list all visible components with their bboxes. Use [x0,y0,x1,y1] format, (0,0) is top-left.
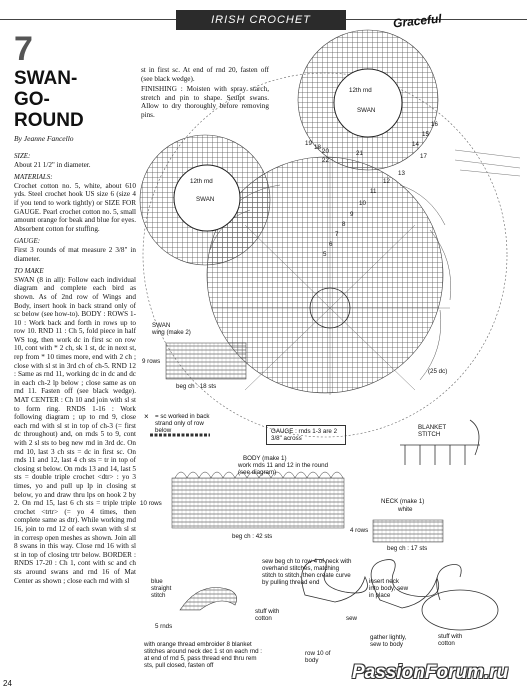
legend-text: = sc worked in back strand only of row below [155,413,210,434]
round-number: 21 [356,150,363,157]
round-number: 16 [431,121,438,128]
neck-subtitle: white [398,506,413,513]
neck-beg: beg ch : 17 sts [387,545,428,552]
round-number: 14 [412,141,419,148]
round-number: 20 [322,148,329,155]
section-banner: IRISH CROCHET [176,10,346,30]
round-number: 22 [322,157,329,164]
swan2-name-label: SWAN [196,196,215,203]
materials-heading: MATERIALS: [14,173,53,182]
neck-curve-piece [180,588,237,611]
body-title: BODY (make 1) [243,455,287,462]
insert-neck-label: insert neck into body, sew in place [369,578,409,599]
watermark: PassionForum.ru [352,662,509,683]
finishing-text: : Moisten with spray starch, stretch and pin to shape. Sculpt swans. Allow to dry thoroughly before removing pins. [141,85,269,119]
legend-symbol: × [144,412,149,421]
round-number: 7 [335,231,339,238]
wing-chart [166,343,246,379]
neck-rows: 4 rows [350,527,369,534]
wing-beg: beg ch : 18 sts [176,383,217,390]
swan1-round-label: 12th rnd [349,87,372,94]
body-subtitle: work rnds 11 and 12 in the round (see diagram) [238,462,329,476]
round-number: 18 [314,144,321,151]
size-heading: SIZE: [14,152,31,160]
swan2-round-label: 12th rnd [190,178,213,185]
neck-title: NECK (make 1) [381,498,425,505]
size-text: About 21 1/2" in diameter. [14,160,91,169]
round-number: 11 [370,188,377,195]
dc-count-note: (25 dc) [428,368,448,375]
swan-figure-3 [422,565,498,631]
round-number: 5 [323,251,327,258]
pattern-number: 7 [14,30,33,68]
round-number: 8 [342,221,346,228]
sew-neck-note: sew beg ch to row 4 of neck with overhand stitches, matching stitch to stitch, then create curve by pulling thread end [262,558,352,586]
materials-text: Crochet cotton no. 5, white, about 610 yds. Steel crochet hook US size 6 (size 4 if you tend to work tightly) or SIZE FOR GAUGE. Pearl crochet cotton no. 5, small amount orange for beak and blue for eyes. Absorbent cotton for stuffing. [14,181,136,233]
wing-subtitle: wing (make 2) [152,329,191,336]
gauge-text: First 3 rounds of mat measure 2 3/8" in diameter. [14,245,136,263]
round-number: 19 [305,140,312,147]
tomake-text: SWAN (8 in all): Follow each individual diagram and complete each bird as shown. As of 2nd row of Wings and Body, insert hook in back strand only of sc below (see how-to). BODY : ROWS 1-10 : Work back and forth in rows up to row 10. RND 11 : Ch 5, fold piece in half WS tog, then work dc in first sc on row 10, cont with * 2 ch, sk 1 st, dc in next st, rep from * 10 times more, end with 2 ch ; close with sl st in 3rd ch of ch-5. RND 12 : Same as rnd 11, working dc in dc and dc in each ch-2 lp below ; close same as on rnd 11. Fasten off (see black wedge). MAT CENTER : Ch 10 and join with sl st to form ring. RNDS 1-16 : Work following diagram ; up to rnd 9, close each rnd with sl st in top of ch-3 (= first dc throughout) and, on rnds 5 to 9, cont with 2 sl sts to beg new rnd in 3rd dc. On rnd 10, last 3 ch sts = dc in first sc. On rnds 11 and 12, last 4 ch sts = tr in top of closing st below. On rnds 13 and 14, last 5 sts = double triple crochet <dtr> : yo 3 times, yo and pull up lp in closing st below, yo and draw thru lps on hook 2 by 2. On rnd 15, last 6 ch sts = triple triple crochet <trtr> (= yo 4 times, then complete same as dtr). While working rnd 16, join to rnd 12 of each swan with sl st in corresp open meshes as shown. Join all 8 swans in this way. Close rnd 16 with sl st in top of closing trtr below. BORDER : RNDS 17-20 : Ch 1, cont with sc and ch sts around swans and rnd 16 of Mat Center as shown ; close each rnd with sl [14,275,136,585]
title-line-2: GO- [14,89,50,110]
author: By Jeanne Fancello [14,134,74,143]
body-rows: 10 rows [140,500,162,507]
finishing-heading: FINISHING [141,85,177,94]
blue-stitch-label: blue straight stitch [151,578,172,599]
round-number: 13 [398,170,405,177]
neck-chart [373,520,443,542]
gauge-heading: GAUGE: [14,237,41,246]
row10-label: row 10 of body [305,650,331,664]
title-line-3: ROUND [14,110,84,131]
orange-note: with orange thread embroider 8 blanket stitches around neck dec 1 st on each rnd : at end of rnd 5, pass thread end thru rem sts, pull closed, fasten off [144,641,262,669]
gauge-box-text: GAUGE : rnds 1-3 are 2 3/8" across [271,428,338,442]
blanket-stitch-label: BLANKET STITCH [418,424,447,438]
title-line-1: SWAN- [14,68,78,89]
body-beg: beg ch : 42 sts [232,533,273,540]
round-number: 9 [350,211,354,218]
sew-label: sew [346,615,358,622]
section-tag: Graceful [392,11,443,31]
stuff-label-2: stuff with cotton [438,633,463,647]
five-rnds-label: 5 rnds [155,623,173,630]
stuff-label-1: stuff with cotton [255,608,280,622]
round-number: 10 [359,200,366,207]
wing-rows: 9 rows [142,358,161,365]
swan1-name-label: SWAN [357,107,376,114]
swan1-inner [334,69,402,137]
page-number: 24 [3,679,12,688]
wing-title: SWAN [152,322,171,329]
round-number: 6 [329,241,333,248]
round-number: 15 [422,131,429,138]
border-lines [455,150,520,176]
gather-label: gather lightly, sew to body [370,634,407,648]
round-number: 17 [420,153,427,160]
round-number: 12 [383,178,390,185]
body-chart [172,478,344,528]
tomake-heading: TO MAKE [14,267,44,276]
continued-text: st in first sc. At end of rnd 20, fasten off (see black wedge). [141,66,269,83]
